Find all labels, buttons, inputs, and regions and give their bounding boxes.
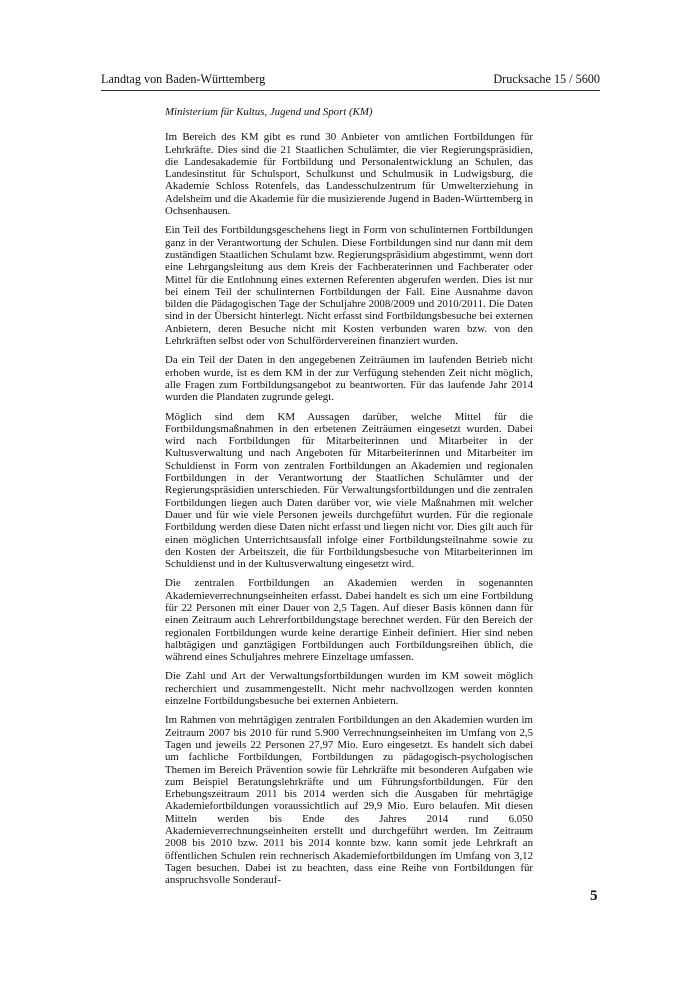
header-document-number: Drucksache 15 / 5600 bbox=[493, 72, 600, 86]
paragraph-3: Da ein Teil der Daten in den angegebenen Zeiträumen im laufenden Betrieb nicht erhoben wurde, ist es dem KM in der zur Verfügung stehenden Zeit nicht möglich, alle Fragen zum Fortbildungsangebot zu beantworten. Für das laufende Jahr 2014 wurden die Plandaten zugrunde gelegt. bbox=[165, 354, 533, 404]
running-header bbox=[101, 72, 600, 91]
paragraph-1: Im Bereich des KM gibt es rund 30 Anbieter von amtlichen Fortbildungen für Lehrkräfte. Dies sind die 21 Staatlichen Schulämter, die vier Regierungspräsidien, die Landesakademie für Fortbildung und Personalentwicklung an Schulen, das Landesinstitut für Schulsport, Schulkunst und Schulmusik in Ludwigsburg, die Akademie Schloss Rotenfels, das Landesschulzentrum für Umwelterziehung in Adelsheim und die Akademie für die musizierende Jugend in Baden-Württemberg in Ochsenhausen. bbox=[165, 131, 533, 218]
paragraph-6: Die Zahl und Art der Verwaltungsfortbildungen wurden im KM soweit möglich recherchiert und zusammengestellt. Nicht mehr nachvollzogen werden konnten einzelne Fortbildungsbesuche bei externen Anbietern. bbox=[165, 670, 533, 708]
paragraph-5: Die zentralen Fortbildungen an Akademien werden in sogenannten Akademieverrechnungseinheiten erfasst. Dabei handelt es sich um eine Fortbildung für 22 Personen mit einer Dauer von 2,5 Tagen. Auf dieser Basis können dann für einen Zeitraum auch Lehrerfortbildungstage berechnet werden. Für den Bereich der regionalen Fortbildungen wurde keine derartige Einheit definiert. Hier sind neben halbtägigen und ganztägigen Fortbildungen auch Fortbildungsreihen üblich, die während eines Schuljahres mehrere Einzeltage umfassen. bbox=[165, 577, 533, 664]
page-body bbox=[165, 106, 533, 894]
page-number: 5 bbox=[590, 888, 598, 904]
header-parliament-name: Landtag von Baden-Württemberg bbox=[101, 72, 266, 86]
paragraph-7: Im Rahmen von mehrtägigen zentralen Fortbildungen an den Akademien wurden im Zeitraum 2007 bis 2010 für rund 5.900 Verrechnungseinheiten im Umfang von 2,5 Tagen und jeweils 22 Personen 27,97 Mio. Euro eingesetzt. Es handelt sich dabei um fachliche Fortbildungen, Fortbildungen zu pädagogisch-psychologischen Themen im Bereich Prävention sowie für Lehrkräfte mit besonderen Aufgaben wie zum Beispiel Beratungslehrkräfte und um Führungsfortbildungen. Für den Erhebungszeitraum 2011 bis 2014 werden sich die Ausgaben für mehrtägige Akademiefortbildungen voraussichtlich auf 29,9 Mio. Euro belaufen. Mit diesen Mitteln werden bis Ende des Jahres 2014 rund 6.050 Akademieverrechnungseinheiten erstellt und durchgeführt werden. Im Zeitraum 2008 bis 2010 bzw. 2011 bis 2014 konnte bzw. kann somit jede Lehrkraft an öffentlichen Schulen rein rechnerisch Akademiefortbildungen im Umfang von 3,12 Tagen besuchen. Dabei ist zu beachten, dass eine Reihe von Fortbildungen für anspruchsvolle Sonderauf- bbox=[165, 714, 533, 887]
section-title: Ministerium für Kultus, Jugend und Sport (KM) bbox=[165, 106, 373, 118]
paragraph-2: Ein Teil des Fortbildungsgeschehens liegt in Form von schulinternen Fortbildungen ganz in der Verantwortung der Schulen. Diese Fortbildungen sind nur dann mit dem zuständigen Staatlichen Schulamt bzw. Regierungspräsidium abgestimmt, wenn dort eine Lehrgangsleitung aus dem Kreis der Fachberaterinnen und Fachberater oder Mittel für die Entlohnung eines externen Referenten abgerufen werden. Dies ist nur bei einem Teil der schulinternen Fortbildungen der Fall. Eine Ausnahme davon bilden die Pädagogischen Tage der Schuljahre 2008/2009 und 2010/2011. Die Daten sind in der Übersicht hinterlegt. Nicht erfasst sind Fortbildungsbesuche bei externen Anbietern, deren Besuche nicht mit Kosten verbunden waren bzw. von den Lehrkräften selbst oder von Schulfördervereinen finanziert wurden. bbox=[165, 224, 533, 348]
paragraph-4: Möglich sind dem KM Aussagen darüber, welche Mittel für die Fortbildungsmaßnahmen in den erbetenen Zeiträumen eingesetzt wurden. Dabei wird nach Fortbildungen für Mitarbeiterinnen und Mitarbeiter in der Kultusverwaltung und nach Angeboten für Mitarbeiterinnen und Mitarbeiter im Schuldienst in Form von zentralen Fortbildungen an Akademien und regionalen Fortbildungen in der Verantwortung der Staatlichen Schulämter und der Regierungspräsidien unterschieden. Für Verwaltungsfortbildungen und die zentralen Fortbildungen liegen auch Daten darüber vor, wie viele Maßnahmen mit welcher Dauer und für wie viele Personen jeweils durchgeführt wurden. Für die regionale Fortbildung werden diese Daten nicht erfasst und liegen nicht vor. Dies gilt auch für einen möglichen Unterrichtsausfall infolge einer Fortbildungsteilnahme sowie zu den Kosten der Arbeitszeit, die für Fortbildungsbesuche von Mitarbeiterinnen im Schuldienst und in der Kultusverwaltung eingesetzt wird. bbox=[165, 410, 533, 571]
